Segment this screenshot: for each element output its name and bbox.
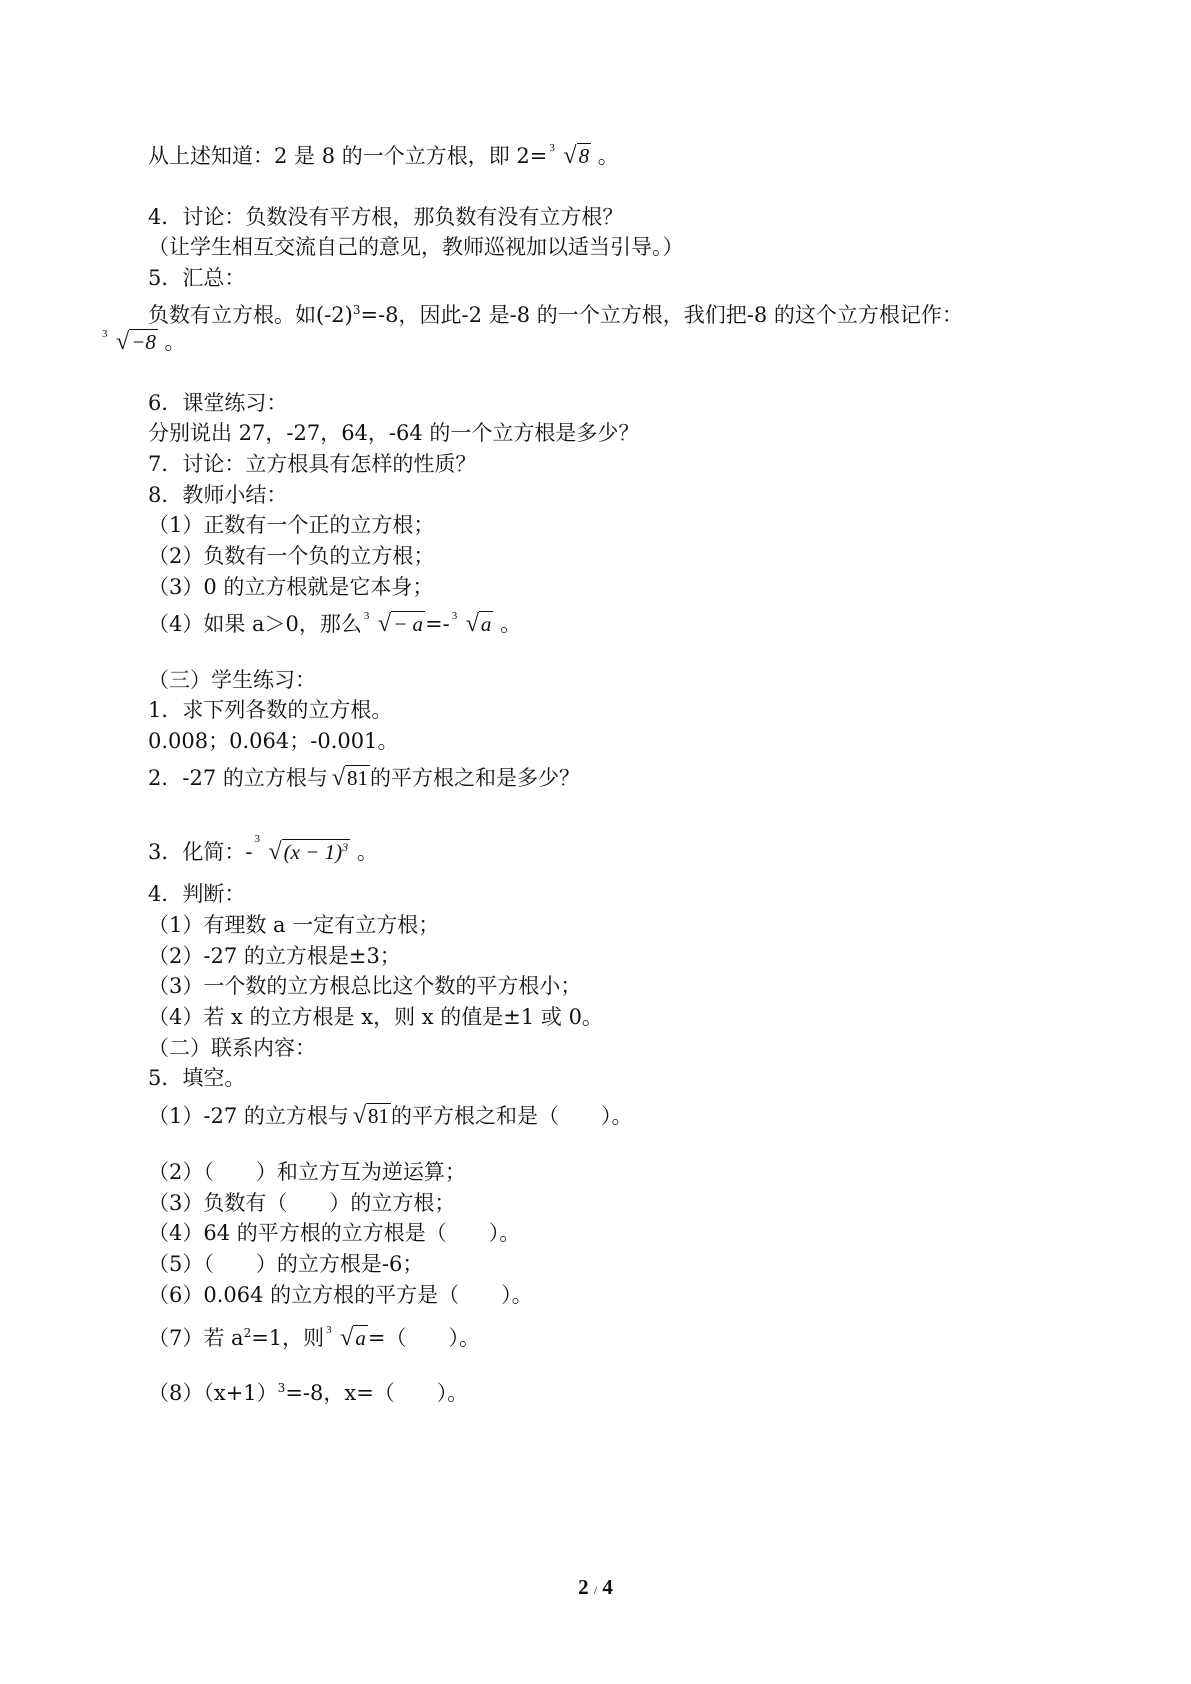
superscript: 3 — [352, 303, 361, 317]
text: 3．化简：- — [148, 840, 253, 864]
line-25: （二）联系内容： — [148, 1036, 316, 1060]
root-index: 3 — [363, 610, 370, 622]
text: =-8，因此-2 是-8 的一个立方根，我们把-8 的这个立方根记作： — [360, 303, 963, 327]
line-24: （4）若 x 的立方根是 x，则 x 的值是±1 或 0。 — [148, 1005, 603, 1029]
line-11: （1）正数有一个正的立方根； — [148, 513, 435, 537]
line-16: 1．求下列各数的立方根。 — [148, 698, 393, 722]
root-index: 3 — [549, 142, 555, 154]
line-19 — [148, 833, 378, 866]
line-18 — [148, 764, 580, 792]
text: =1，则 — [251, 1326, 325, 1350]
text: =-8，x=（ ）。 — [285, 1381, 469, 1405]
radicand: a — [480, 612, 492, 636]
text: 。 — [500, 612, 522, 636]
line-21: （1）有理数 a 一定有立方根； — [148, 913, 440, 937]
text: 的平方根之和是（ ）。 — [391, 1104, 633, 1128]
line-13: （3）0 的立方根就是它本身； — [148, 575, 434, 599]
text: 。 — [597, 144, 619, 168]
radicand: 8 — [578, 144, 590, 168]
radicand: 81 — [368, 1104, 390, 1128]
line-09: 7．讨论：立方根具有怎样的性质？ — [148, 452, 477, 476]
line-05 — [148, 296, 963, 329]
text: =- — [425, 612, 450, 636]
line-27 — [148, 1102, 633, 1130]
line-32: （6）0.064 的立方根的平方是（ ）。 — [148, 1283, 533, 1307]
root-index: 3 — [451, 610, 458, 622]
line-22: （2）-27 的立方根是±3； — [148, 944, 401, 968]
line-06 — [100, 328, 186, 356]
line-20: 4．判断： — [148, 882, 246, 906]
text: 。 — [164, 330, 186, 354]
line-28: （2）（ ）和立方互为逆运算； — [148, 1160, 466, 1184]
line-31: （5）（ ）的立方根是-6； — [148, 1252, 424, 1276]
page-separator: / — [593, 1583, 598, 1597]
line-02: 4．讨论：负数没有平方根，那负数有没有立方根？ — [148, 205, 624, 229]
text: 从上述知道：2 是 8 的一个立方根，即 2= — [148, 144, 548, 168]
line-08: 分别说出 27，-27，64，-64 的一个立方根是多少？ — [148, 421, 640, 445]
line-17: 0.008；0.064；-0.001。 — [148, 729, 399, 753]
line-29: （3）负数有（ ）的立方根； — [148, 1191, 456, 1215]
radicand-exponent: 3 — [342, 840, 349, 854]
radicand: 81 — [347, 766, 369, 790]
page-number — [0, 1575, 1191, 1600]
text: （1）-27 的立方根与 — [148, 1104, 349, 1128]
line-12: （2）负数有一个负的立方根； — [148, 544, 435, 568]
root-index: 3 — [254, 833, 260, 845]
total-pages: 4 — [602, 1575, 613, 1599]
square-root-81: √81 — [352, 1103, 390, 1129]
superscript: 2 — [243, 1326, 252, 1340]
line-15: （三）学生练习： — [148, 668, 316, 692]
cube-root-neg-a: 3 √− a — [364, 610, 425, 638]
line-14 — [148, 610, 521, 638]
cube-root-8: 3 √8 — [549, 142, 591, 170]
text: =（ ）。 — [367, 1326, 480, 1350]
text: 。 — [356, 840, 378, 864]
square-root-81: √81 — [331, 765, 369, 791]
line-04: 5．汇总： — [148, 266, 246, 290]
root-index: 3 — [102, 328, 108, 340]
radicand: a — [355, 1326, 366, 1350]
root-index: 3 — [326, 1324, 332, 1336]
text: （7）若 a — [148, 1326, 244, 1350]
radicand: −8 — [131, 330, 156, 354]
text: （8）（x+1） — [148, 1381, 278, 1405]
line-10: 8．教师小结： — [148, 483, 288, 507]
text: 的平方根之和是多少？ — [370, 766, 581, 790]
radicand-base: (x − 1) — [283, 840, 343, 864]
text: （4）如果 a＞0，那么 — [148, 612, 362, 636]
line-07: 6．课堂练习： — [148, 391, 288, 415]
current-page: 2 — [578, 1575, 589, 1599]
text: 负数有立方根。如(-2) — [148, 303, 353, 327]
line-34 — [148, 1374, 468, 1407]
cube-root-neg8: 3 √−8 — [102, 328, 158, 356]
text: 2．-27 的立方根与 — [148, 766, 328, 790]
line-01 — [148, 142, 619, 170]
radicand: − a — [393, 612, 424, 636]
line-33 — [148, 1319, 480, 1352]
cube-root-x-minus-1-cubed: 3 $√(x - 1)^3$ — [254, 833, 350, 866]
cube-root-a: 3 √a — [452, 610, 494, 638]
radicand — [282, 839, 350, 864]
line-26: 5．填空。 — [148, 1066, 246, 1090]
line-23: （3）一个数的立方根总比这个数的平方根小； — [148, 974, 582, 998]
cube-root-a: 3 √a — [326, 1324, 368, 1352]
line-30: （4）64 的平方根的立方根是（ ）。 — [148, 1221, 521, 1245]
line-03: （让学生相互交流自己的意见，教师巡视加以适当引导。） — [148, 235, 684, 259]
superscript: 3 — [277, 1381, 286, 1395]
